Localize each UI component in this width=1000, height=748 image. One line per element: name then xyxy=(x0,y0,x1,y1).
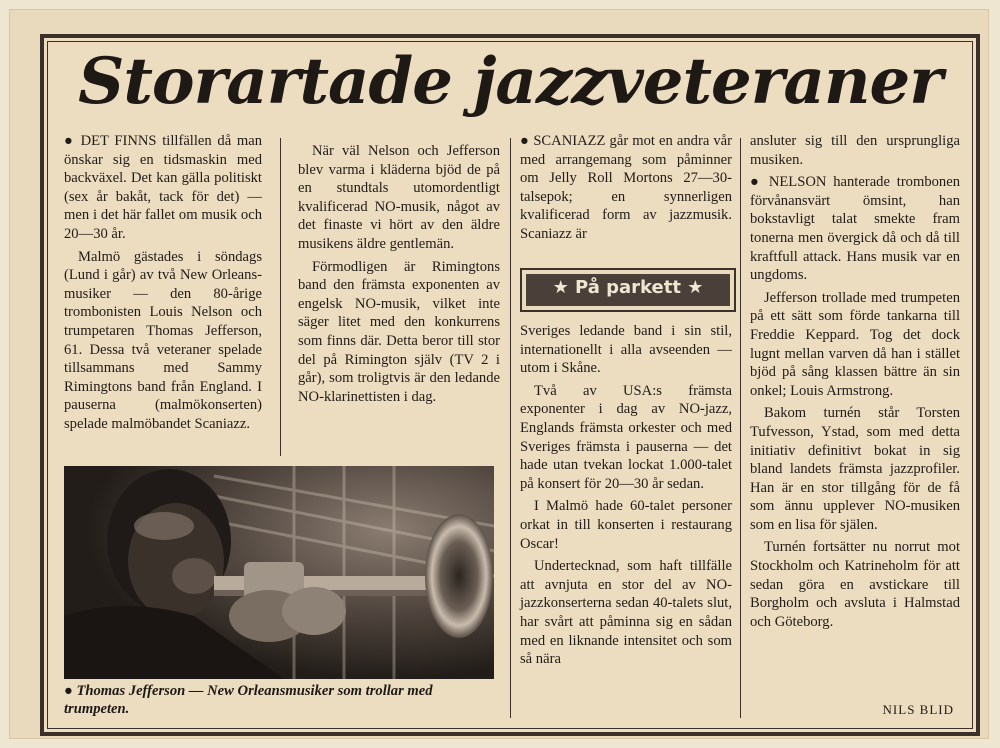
pa-parkett-badge xyxy=(520,268,736,312)
column-divider xyxy=(740,138,741,718)
article-frame xyxy=(40,34,980,736)
badge-label: ★ På parkett ★ xyxy=(526,274,730,306)
column-divider xyxy=(510,138,511,718)
musician-photo xyxy=(64,466,494,679)
paragraph: ● NELSON hanterade trombonen förvånansvärt ömsint, han bokstavligt talat smekte fram tonerna men övergick då och då till kraftfull attack. Hans musik var en ungdoms. xyxy=(750,174,960,284)
paragraph: ● DET FINNS tillfällen då man önskar sig en tidsmaskin med backväxel. Det kan gälla politiskt (sex år bakåt, tack för det) — men i det här fallet om musik och 20—30 år. xyxy=(64,133,262,242)
paragraph: Bakom turnén står Torsten Tufvesson, Ystad, som med detta initiativ definitivt bokat in sig bland landets främsta jazzprofiler. Han är en stor tillgång för de få som ännu upplever NO-musiken som en lisa för själen. xyxy=(750,405,960,533)
column-3 xyxy=(520,132,732,248)
paragraph: Undertecknad, som haft tillfälle att avnjuta en stor del av NO-jazzkonserterna sedan 40-talets slut, har svårt att påminna sig en sådan med en liknande intensitet och som så nära xyxy=(520,558,732,668)
paragraph: Jefferson trollade med trumpeten på ett sätt som förde tankarna till Freddie Keppard. Tog det dock lugnt mellan varven då han i stället bjöd på sång klassen bättre än sin onkel; Louis Armstrong. xyxy=(750,289,960,399)
headline: Storartade jazzveteraner xyxy=(78,44,942,119)
paragraph: Förmodligen är Rimingtons band den främsta exponenten av engelsk NO-musik, vilket inte säger litet med den konkurrens som finns där. Detta beror till stor del på Rimington själv (TV 2 i går), som troligtvis är den ledande NO-klarinettisten i dag. xyxy=(298,258,500,405)
paragraph: ● SCANIAZZ går mot en andra vår med arrangemang som påminner om Jelly Roll Mortons 27—30-talsepok; en synnerligen kvalificerad form av jazzmusik. Scaniazz är xyxy=(520,133,732,242)
column-1 xyxy=(64,132,262,438)
byline: NILS BLID xyxy=(882,702,954,717)
paragraph: Två av USA:s främsta exponenter i dag av NO-jazz, Englands främsta orkester och med Sveriges främsta i pauserna — det hade utan tvekan lockat 1.000-talet på konsert för 20—30 år sedan. xyxy=(520,382,732,492)
photo-caption: ● Thomas Jefferson — New Orleansmusiker som trollar med trumpeten. xyxy=(64,683,433,717)
column-4 xyxy=(750,132,960,635)
paragraph: Sveriges ledande band i sin stil, internationellt i alla avseenden — utom i Skåne. xyxy=(520,323,732,377)
column-2 xyxy=(298,142,500,410)
paragraph: Turnén fortsätter nu norrut mot Stockholm och Katrineholm för att sedan göra en avstickare till Borgholm och avsluta i Halmstad och Göteborg. xyxy=(750,539,960,630)
paragraph: ansluter sig till den ursprungliga musiken. xyxy=(750,133,960,168)
paragraph: När väl Nelson och Jefferson blev varma i kläderna bjöd de på en stundtals utomordentligt kvalificerad NO-musik, något av det finaste vi hört av den äldre musikens äldre gentlemän. xyxy=(298,143,500,252)
photo-illustration xyxy=(64,466,494,679)
newspaper-clipping xyxy=(10,10,988,738)
paragraph: I Malmö hade 60-talet personer orkat in till konserten i restaurang Oscar! xyxy=(520,498,732,552)
column-3-continued xyxy=(520,322,732,673)
paragraph: Malmö gästades i söndags (Lund i går) av två New Orleans-musiker — den 80-årige trombonisten Louis Nelson och trumpetaren Thomas Jefferson, 61. Dessa två veteraner spelade tillsammans med Sammy Rimingtons band från England. I pauserna (malmökonserten) spelade malmöbandet Scaniazz. xyxy=(64,248,262,432)
column-divider xyxy=(280,138,281,456)
